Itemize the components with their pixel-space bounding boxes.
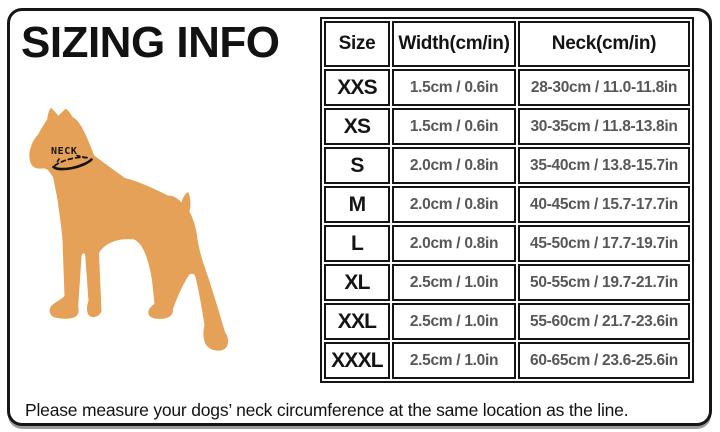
width-cell: 2.5cm / 1.0in: [392, 264, 516, 301]
neck-cell: 45-50cm / 17.7-19.7in: [518, 225, 690, 262]
size-cell: XL: [324, 264, 390, 301]
neck-label: NECK: [51, 146, 78, 157]
width-cell: 1.5cm / 0.6in: [392, 108, 516, 145]
size-cell: XXXL: [324, 342, 390, 379]
neck-cell: 40-45cm / 15.7-17.7in: [518, 186, 690, 223]
width-cell: 2.0cm / 0.8in: [392, 147, 516, 184]
width-cell: 2.0cm / 0.8in: [392, 225, 516, 262]
size-cell: S: [324, 147, 390, 184]
neck-cell: 60-65cm / 23.6-25.6in: [518, 342, 690, 379]
size-table-body: [324, 69, 690, 379]
header-width: Width(cm/in): [392, 21, 516, 67]
size-table-grid: [320, 17, 694, 383]
size-table: [320, 17, 694, 383]
table-row: [324, 264, 690, 301]
table-row: [324, 147, 690, 184]
width-cell: 2.5cm / 1.0in: [392, 342, 516, 379]
size-cell: M: [324, 186, 390, 223]
page-title: SIZING INFO: [21, 18, 280, 67]
neck-cell: 50-55cm / 19.7-21.7in: [518, 264, 690, 301]
neck-cell: 55-60cm / 21.7-23.6in: [518, 303, 690, 340]
neck-cell: 30-35cm / 11.8-13.8in: [518, 108, 690, 145]
size-cell: XXS: [324, 69, 390, 106]
table-row: [324, 225, 690, 262]
neck-cell: 28-30cm / 11.0-11.8in: [518, 69, 690, 106]
dog-svg: [15, 85, 245, 385]
table-row: [324, 186, 690, 223]
width-cell: 2.5cm / 1.0in: [392, 303, 516, 340]
table-row: [324, 69, 690, 106]
dog-illustration: [15, 85, 245, 385]
header-neck: Neck(cm/in): [518, 21, 690, 67]
size-cell: XXL: [324, 303, 390, 340]
neck-cell: 35-40cm / 13.8-15.7in: [518, 147, 690, 184]
size-cell: XS: [324, 108, 390, 145]
width-cell: 1.5cm / 0.6in: [392, 69, 516, 106]
table-header-row: [324, 21, 690, 67]
footer-note: Please measure your dogs’ neck circumference at the same location as the line.: [25, 400, 629, 420]
size-cell: L: [324, 225, 390, 262]
dog-silhouette: [29, 108, 228, 351]
table-row: [324, 303, 690, 340]
header-size: Size: [324, 21, 390, 67]
width-cell: 2.0cm / 0.8in: [392, 186, 516, 223]
table-row: [324, 342, 690, 379]
table-row: [324, 108, 690, 145]
